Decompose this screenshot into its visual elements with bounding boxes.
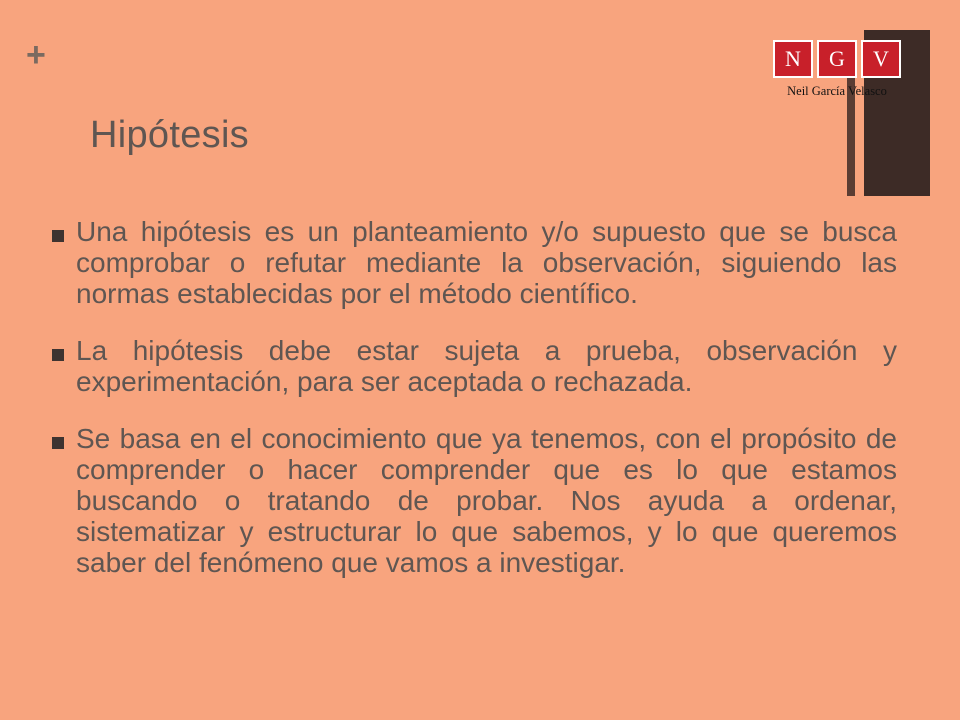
- logo-letter-v: V: [861, 40, 901, 78]
- bullet-square-icon: [52, 230, 64, 242]
- logo-letter-g: G: [817, 40, 857, 78]
- ngv-logo: [768, 40, 906, 99]
- bullet-square-icon: [52, 349, 64, 361]
- plus-icon: +: [26, 36, 46, 74]
- bullet-item: [52, 216, 897, 309]
- bullet-text: Una hipótesis es un planteamiento y/o supuesto que se busca comprobar o refutar mediante la observación, siguiendo las normas establecidas por el método científico.: [76, 216, 897, 309]
- bullet-list: [52, 216, 897, 604]
- bullet-item: [52, 423, 897, 578]
- logo-letter-n: N: [773, 40, 813, 78]
- bullet-text: La hipótesis debe estar sujeta a prueba, observación y experimentación, para ser aceptada o rechazada.: [76, 335, 897, 397]
- bullet-text: Se basa en el conocimiento que ya tenemos, con el propósito de comprender o hacer comprender que es lo que estamos buscando o tratando de probar. Nos ayuda a ordenar, sistematizar y estructurar lo que sabemos, y lo que queremos saber del fenómeno que vamos a investigar.: [76, 423, 897, 578]
- bullet-item: [52, 335, 897, 397]
- logo-letters: [768, 40, 906, 78]
- slide-title: Hipótesis: [90, 114, 249, 156]
- logo-author-name: Neil García Velasco: [787, 84, 887, 98]
- bullet-square-icon: [52, 437, 64, 449]
